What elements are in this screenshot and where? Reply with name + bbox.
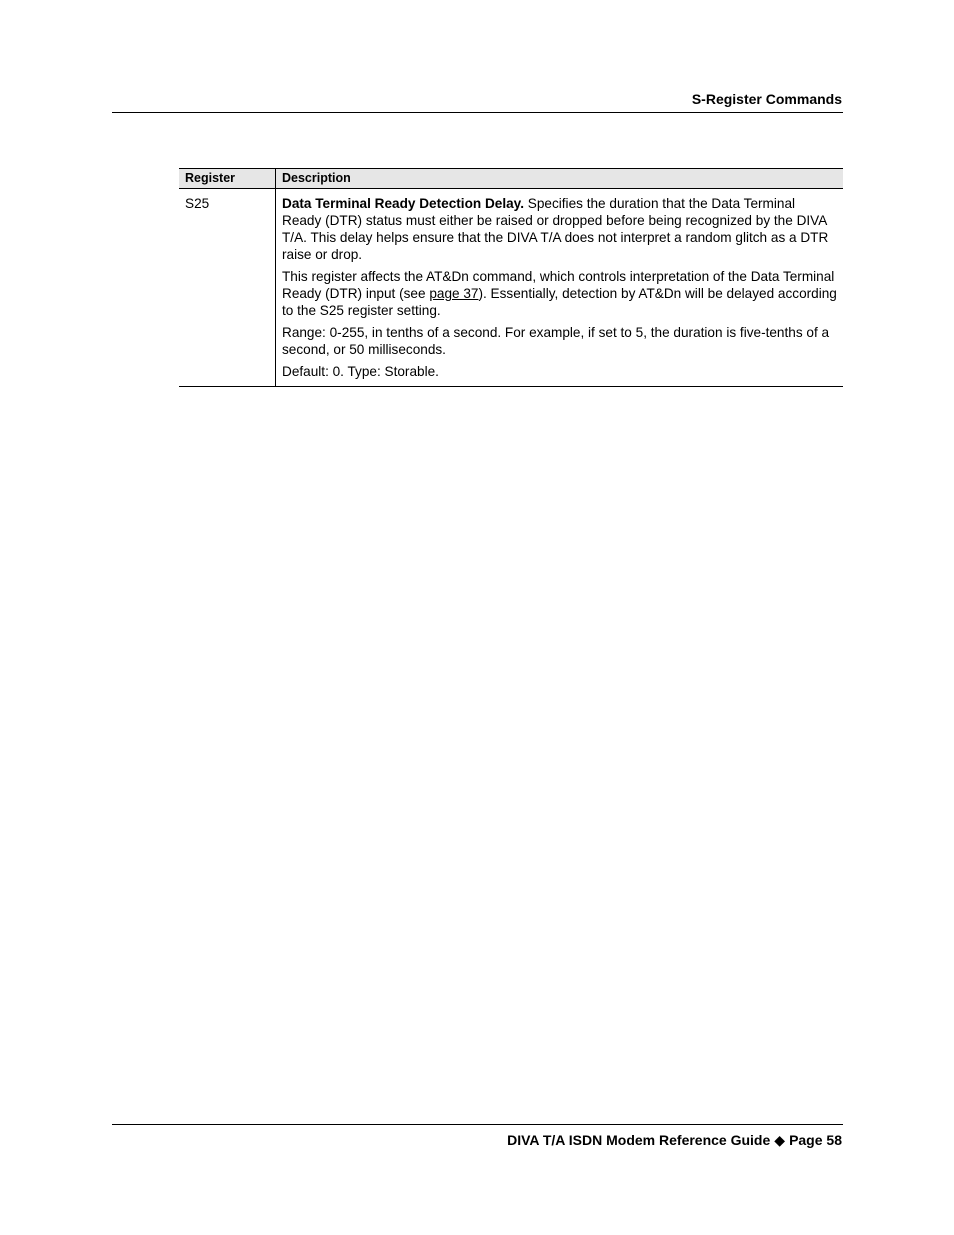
default-paragraph: Default: 0. Type: Storable. <box>282 364 439 379</box>
description-text: ). Essentially, detection by AT&Dn will be delayed according to the S25 register setting. <box>282 286 837 318</box>
register-cell: S25 <box>179 189 276 387</box>
description-paragraph <box>282 268 837 319</box>
running-footer <box>507 1132 842 1149</box>
description-text: This register affects the AT&Dn command, which controls interpretation of the Data Terminal Ready (DTR) input (see <box>282 269 835 301</box>
page-link[interactable]: page 37 <box>429 286 479 301</box>
header-rule <box>112 112 843 113</box>
column-header-description: Description <box>276 169 844 189</box>
page-number: Page 58 <box>789 1132 842 1148</box>
running-header: S-Register Commands <box>691 91 842 107</box>
table-header-row <box>179 169 843 189</box>
footer-rule <box>112 1124 843 1125</box>
description-cell <box>276 189 844 387</box>
description-paragraph <box>282 195 837 263</box>
description-text: Specifies the duration that the Data Terminal Ready (DTR) status must either be raised or dropped before being recognized by the DIVA T/A. This delay helps ensure that the DIVA T/A does not interpret a random glitch as a DTR raise or drop. <box>282 196 829 262</box>
column-header-register: Register <box>179 169 276 189</box>
register-table <box>179 168 843 387</box>
range-paragraph: Range: 0-255, in tenths of a second. For example, if set to 5, the duration is five-tenths of a second, or 50 milliseconds. <box>282 325 830 357</box>
description-lead: Data Terminal Ready Detection Delay. <box>282 196 524 211</box>
diamond-icon: ◆ <box>774 1132 786 1148</box>
table-row <box>179 189 843 387</box>
guide-title: DIVA T/A ISDN Modem Reference Guide <box>507 1132 771 1148</box>
